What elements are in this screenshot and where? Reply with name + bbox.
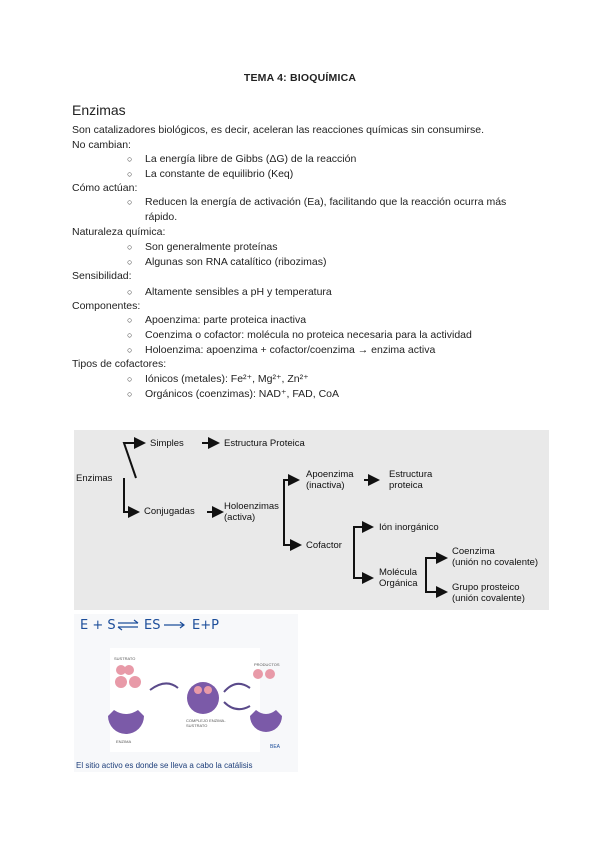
equation-e-s: E + S bbox=[80, 618, 116, 633]
bullet-icon: ○ bbox=[127, 374, 133, 384]
sensibilidad-label: Sensibilidad: bbox=[72, 270, 132, 282]
list-item: La energía libre de Gibbs (ΔG) de la reacción bbox=[145, 153, 357, 165]
node-estructura bbox=[389, 469, 432, 491]
node-cofactor: Cofactor bbox=[306, 540, 342, 551]
grupo-bond: (unión covalente) bbox=[452, 593, 525, 604]
node-holoenzimas bbox=[224, 501, 279, 523]
node-enzimas: Enzimas bbox=[76, 473, 113, 484]
node-grupo-prosteico bbox=[452, 582, 525, 604]
bullet-icon: ○ bbox=[127, 257, 133, 267]
node-simples: Simples bbox=[150, 438, 184, 449]
list-item: Son generalmente proteínas bbox=[145, 241, 278, 253]
reaction-graphic bbox=[74, 614, 298, 772]
naturaleza-label: Naturaleza química: bbox=[72, 226, 166, 238]
node-conjugadas: Conjugadas bbox=[144, 506, 195, 517]
holoenzimas-state: (activa) bbox=[224, 512, 256, 523]
list-item: Orgánicos (coenzimas): NAD⁺, FAD, CoA bbox=[145, 388, 340, 400]
list-item: Reducen la energía de activación (Ea), facilitando que la reacción ocurra más rápido. bbox=[145, 196, 507, 223]
bullet-icon: ○ bbox=[127, 330, 133, 340]
label-productos: PRODUCTOS bbox=[254, 662, 280, 667]
apoenzima-state: (inactiva) bbox=[306, 480, 345, 491]
label-complejo: COMPLEJO ENZIMA-SUSTRATO bbox=[186, 718, 226, 728]
label-enzima: ENZIMA bbox=[116, 739, 132, 744]
bullet-icon: ○ bbox=[127, 287, 133, 297]
intro-text: Son catalizadores biológicos, es decir, aceleran las reacciones químicas sin consumirse. bbox=[72, 124, 485, 136]
source-logo: BEA bbox=[270, 744, 281, 750]
como-actuan-label: Cómo actúan: bbox=[72, 182, 138, 194]
apoenzima-label: Apoenzima bbox=[306, 469, 354, 480]
coenzima-label: Coenzima bbox=[452, 546, 495, 557]
page-title: TEMA 4: BIOQUÍMICA bbox=[243, 72, 357, 84]
bullet-icon: ○ bbox=[127, 197, 133, 207]
molecula-label: Molécula bbox=[379, 567, 418, 578]
bullet-icon: ○ bbox=[127, 315, 133, 325]
list-item: La constante de equilibrio (Keq) bbox=[145, 168, 294, 180]
node-coenzima bbox=[452, 546, 538, 568]
list-item: Iónicos (metales): Fe²⁺, Mg²⁺, Zn²⁺ bbox=[145, 373, 309, 385]
proteica-label: proteica bbox=[389, 480, 423, 491]
node-ion-inorganico: Ión inorgánico bbox=[379, 522, 439, 533]
illustration-caption: El sitio activo es donde se lleva a cabo la catálisis bbox=[76, 761, 253, 770]
node-molecula-organica bbox=[379, 567, 418, 589]
product-icon bbox=[253, 669, 275, 679]
bullet-icon: ○ bbox=[127, 345, 133, 355]
section-heading: Enzimas bbox=[72, 102, 126, 118]
organica-label: Orgánica bbox=[379, 578, 418, 589]
forward-arrow-icon bbox=[164, 622, 184, 628]
equation-e-p: E+P bbox=[192, 618, 219, 633]
bullet-icon: ○ bbox=[127, 154, 133, 164]
node-apoenzima bbox=[306, 469, 354, 491]
grupo-label: Grupo prosteico bbox=[452, 582, 520, 593]
enzyme-classification-diagram bbox=[74, 430, 549, 610]
enzyme-substrate-complex-icon bbox=[187, 682, 219, 714]
list-item: Coenzima o cofactor: molécula no proteica necesaria para la actividad bbox=[145, 329, 472, 341]
list-item: Algunas son RNA catalítico (ribozimas) bbox=[145, 256, 327, 268]
illustration-panel bbox=[110, 648, 260, 752]
no-cambian-label: No cambian: bbox=[72, 139, 131, 151]
bullet-icon: ○ bbox=[127, 169, 133, 179]
equilibrium-arrows-icon bbox=[118, 620, 138, 630]
estructura-label: Estructura bbox=[389, 469, 433, 480]
holoenzimas-label: Holoenzimas bbox=[224, 501, 279, 512]
componentes-label: Componentes: bbox=[72, 300, 141, 312]
bullet-icon: ○ bbox=[127, 242, 133, 252]
list-item: Altamente sensibles a pH y temperatura bbox=[145, 286, 332, 298]
label-sustrato: SUSTRATO bbox=[114, 656, 136, 661]
node-estructura-proteica: Estructura Proteica bbox=[224, 438, 305, 449]
cofactores-label: Tipos de cofactores: bbox=[72, 358, 167, 370]
list-item: Apoenzima: parte proteica inactiva bbox=[145, 314, 307, 326]
equation-es: ES bbox=[144, 618, 161, 633]
enzyme-reaction-illustration bbox=[74, 614, 298, 772]
list-item: Holoenzima: apoenzima + cofactor/coenzima → enzima activa bbox=[145, 344, 436, 356]
coenzima-bond: (unión no covalente) bbox=[452, 557, 539, 568]
bullet-icon: ○ bbox=[127, 389, 133, 399]
